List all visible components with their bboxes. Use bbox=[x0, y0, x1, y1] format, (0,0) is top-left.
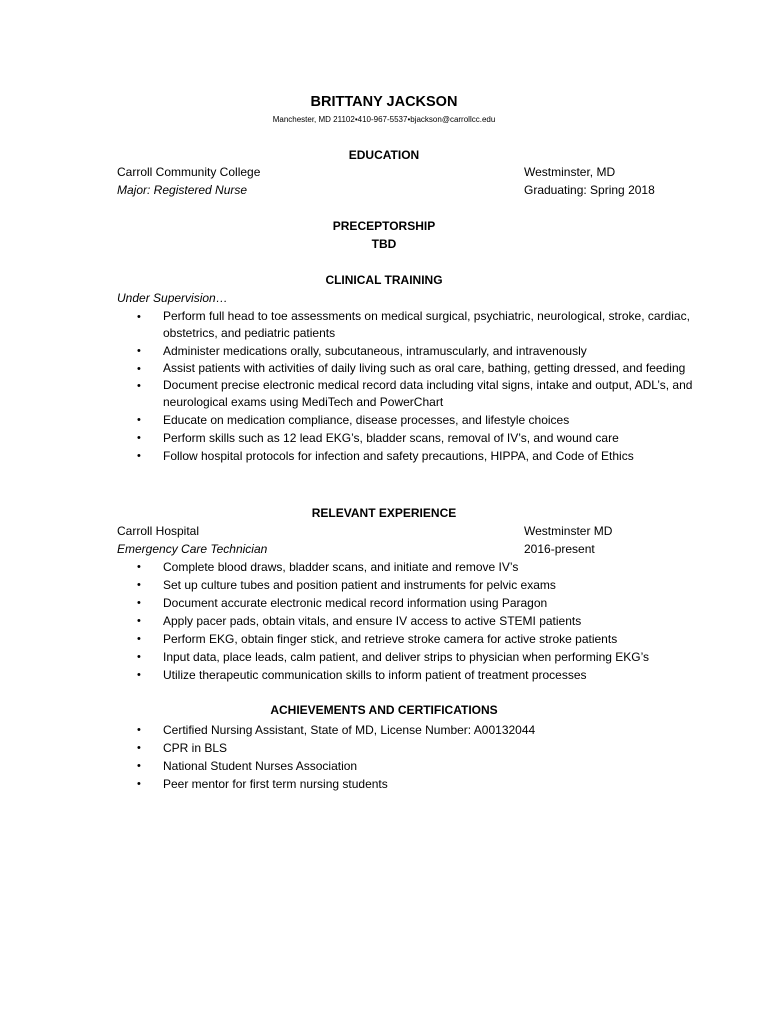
list-item: • Certified Nursing Assistant, State of MD, License Number: A00132044 bbox=[137, 723, 536, 737]
bullet-icon: • bbox=[137, 450, 141, 462]
bullet-icon: • bbox=[137, 414, 141, 426]
bullet-icon: • bbox=[137, 742, 141, 754]
education-graduation: Graduating: Spring 2018 bbox=[524, 183, 655, 197]
bullet-icon: • bbox=[137, 633, 141, 645]
experience-bullet-list bbox=[137, 558, 697, 684]
education-major: Major: Registered Nurse bbox=[117, 183, 248, 197]
experience-dates: 2016-present bbox=[524, 542, 595, 556]
clinical-heading: CLINICAL TRAINING bbox=[325, 273, 443, 287]
list-item: • Complete blood draws, bladder scans, and initiate and remove IV’s bbox=[137, 560, 519, 574]
list-item: • Perform skills such as 12 lead EKG’s, bladder scans, removal of IV’s, and wound care bbox=[137, 431, 619, 445]
education-school: Carroll Community College bbox=[117, 165, 261, 179]
experience-title: Emergency Care Technician bbox=[117, 542, 268, 556]
experience-heading: RELEVANT EXPERIENCE bbox=[311, 506, 457, 520]
list-item: • Set up culture tubes and position patient and instruments for pelvic exams bbox=[137, 578, 556, 592]
bullet-icon: • bbox=[137, 345, 141, 357]
list-item: • Educate on medication compliance, disease processes, and lifestyle choices bbox=[137, 413, 570, 427]
list-item: • Input data, place leads, calm patient, and deliver strips to physician when performing EKG’s bbox=[137, 650, 650, 664]
list-item: • Administer medications orally, subcutaneous, intramuscularly, and intravenously bbox=[137, 344, 587, 358]
applicant-name: BRITTANY JACKSON bbox=[310, 94, 458, 110]
contact-line: Manchester, MD 21102•410-967-5537•bjackson@carrollcc.edu bbox=[272, 115, 496, 124]
bullet-icon: • bbox=[137, 778, 141, 790]
education-location: Westminster, MD bbox=[524, 165, 616, 179]
list-item: • Assist patients with activities of daily living such as oral care, bathing, getting dressed, and feeding bbox=[137, 360, 697, 377]
list-item: • Perform EKG, obtain finger stick, and retrieve stroke camera for active stroke patients bbox=[137, 632, 618, 646]
list-item: • Follow hospital protocols for infection and safety precautions, HIPPA, and Code of Ethics bbox=[137, 449, 634, 463]
bullet-icon: • bbox=[137, 615, 141, 627]
bullet-icon: • bbox=[137, 311, 141, 323]
preceptorship-value: TBD bbox=[371, 237, 397, 251]
list-item: • Apply pacer pads, obtain vitals, and ensure IV access to active STEMI patients bbox=[137, 614, 582, 628]
list-item: • Utilize therapeutic communication skills to inform patient of treatment processes bbox=[137, 668, 587, 682]
education-heading: EDUCATION bbox=[348, 148, 420, 162]
experience-employer: Carroll Hospital bbox=[117, 524, 200, 538]
achievements-bullet-list bbox=[137, 721, 697, 793]
list-item: • Peer mentor for first term nursing students bbox=[137, 777, 388, 791]
bullet-icon: • bbox=[137, 561, 141, 573]
list-item: • Document precise electronic medical record data including vital signs, intake and output, ADL’s, and neurological exams using MediTech and PowerChart bbox=[137, 378, 693, 409]
bullet-icon: • bbox=[137, 669, 141, 681]
list-item: • Perform full head to toe assessments on medical surgical, psychiatric, neurological, stroke, cardiac, obstetrics, and pediatric patients bbox=[137, 309, 690, 340]
bullet-icon: • bbox=[137, 363, 141, 375]
bullet-icon: • bbox=[137, 380, 141, 392]
preceptorship-heading: PRECEPTORSHIP bbox=[332, 219, 436, 233]
list-item: • Document accurate electronic medical record information using Paragon bbox=[137, 596, 548, 610]
experience-location: Westminster MD bbox=[524, 524, 613, 538]
bullet-icon: • bbox=[137, 597, 141, 609]
clinical-intro: Under Supervision… bbox=[117, 291, 228, 305]
bullet-icon: • bbox=[137, 724, 141, 736]
list-item: • National Student Nurses Association bbox=[137, 759, 358, 773]
list-item: • CPR in BLS bbox=[137, 741, 228, 755]
bullet-icon: • bbox=[137, 651, 141, 663]
achievements-heading: ACHIEVEMENTS AND CERTIFICATIONS bbox=[270, 703, 498, 717]
bullet-icon: • bbox=[137, 432, 141, 444]
bullet-icon: • bbox=[137, 579, 141, 591]
bullet-icon: • bbox=[137, 760, 141, 772]
clinical-bullet-list bbox=[137, 308, 697, 465]
